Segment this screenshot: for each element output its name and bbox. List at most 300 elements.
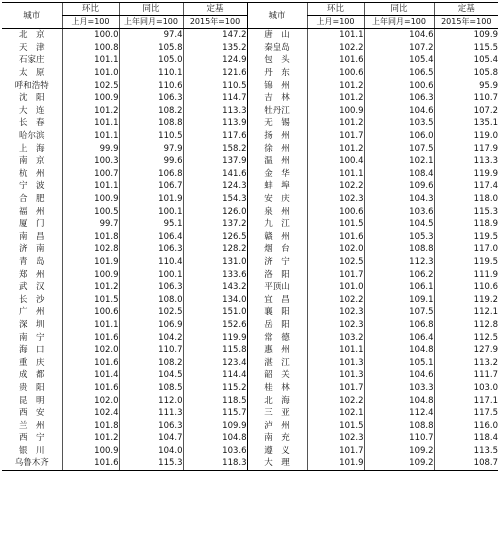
city-name-right: 九 江 bbox=[247, 218, 307, 231]
base-index-right: 117.9 bbox=[434, 142, 498, 155]
table-row bbox=[2, 205, 498, 218]
city-name-right: 湛 江 bbox=[247, 356, 307, 369]
mom-index-left: 101.8 bbox=[62, 231, 119, 244]
base-index-left: 158.2 bbox=[183, 142, 247, 155]
base-index-right: 115.5 bbox=[434, 42, 498, 55]
mom-index-left: 100.6 bbox=[62, 306, 119, 319]
city-name-left: 郑 州 bbox=[18, 269, 45, 280]
yoy-index-left: 105.8 bbox=[119, 42, 183, 55]
yoy-index-left: 110.6 bbox=[119, 79, 183, 92]
city-name-left: 乌鲁木齐 bbox=[2, 457, 62, 470]
yoy-index-left: 108.8 bbox=[119, 117, 183, 130]
city-name-left: 深 圳 bbox=[18, 319, 45, 330]
yoy-index-left: 108.0 bbox=[119, 293, 183, 306]
city-name-right: 赣 州 bbox=[247, 231, 307, 244]
base-index-right: 135.1 bbox=[434, 117, 498, 130]
city-name-right: 遵 义 bbox=[247, 445, 307, 458]
base-index-left: 117.6 bbox=[183, 130, 247, 143]
base-index-left: 134.0 bbox=[183, 293, 247, 306]
col-header-mom-left: 环比 bbox=[62, 3, 119, 16]
city-name-left: 杭 州 bbox=[18, 168, 45, 179]
yoy-index-right: 106.2 bbox=[364, 268, 434, 281]
table-row bbox=[2, 319, 498, 332]
base-index-left: 151.0 bbox=[183, 306, 247, 319]
city-name-left: 哈尔滨 bbox=[18, 131, 45, 142]
yoy-index-left: 110.1 bbox=[119, 67, 183, 80]
mom-index-left: 100.9 bbox=[62, 268, 119, 281]
base-index-left: 114.7 bbox=[183, 92, 247, 105]
city-name-left: 南 宁 bbox=[18, 332, 45, 343]
mom-index-right: 101.3 bbox=[307, 356, 364, 369]
base-index-right: 112.5 bbox=[434, 331, 498, 344]
city-name-right: 金 华 bbox=[247, 168, 307, 181]
table-row bbox=[2, 218, 498, 231]
mom-index-left: 99.9 bbox=[62, 142, 119, 155]
city-name-right: 丹 东 bbox=[247, 67, 307, 80]
city-name-right: 平顶山 bbox=[247, 281, 307, 294]
city-name-right: 秦皇岛 bbox=[247, 42, 307, 55]
yoy-index-right: 104.6 bbox=[364, 105, 434, 118]
mom-index-right: 102.2 bbox=[307, 394, 364, 407]
yoy-index-right: 108.8 bbox=[364, 419, 434, 432]
base-index-left: 123.4 bbox=[183, 356, 247, 369]
col-subheader-yoy-right: 上年同月=100 bbox=[364, 16, 434, 29]
city-name-left: 成 都 bbox=[18, 370, 45, 381]
city-name-right: 锦 州 bbox=[247, 79, 307, 92]
mom-index-right: 101.7 bbox=[307, 382, 364, 395]
mom-index-right: 101.0 bbox=[307, 281, 364, 294]
city-name-left: 沈 阳 bbox=[18, 93, 45, 104]
city-name-left: 石家庄 bbox=[18, 55, 45, 66]
mom-index-left: 100.9 bbox=[62, 92, 119, 105]
city-name-right: 韶 关 bbox=[247, 369, 307, 382]
city-name-right: 泸 州 bbox=[247, 419, 307, 432]
base-index-right: 117.5 bbox=[434, 407, 498, 420]
mom-index-right: 101.1 bbox=[307, 168, 364, 181]
mom-index-left: 102.0 bbox=[62, 394, 119, 407]
city-name-left: 长 春 bbox=[18, 118, 45, 129]
city-name-left: 厦 门 bbox=[18, 219, 45, 230]
table-row bbox=[2, 432, 498, 445]
mom-index-right: 102.2 bbox=[307, 293, 364, 306]
yoy-index-right: 104.6 bbox=[364, 369, 434, 382]
yoy-index-left: 106.7 bbox=[119, 180, 183, 193]
base-index-right: 117.4 bbox=[434, 180, 498, 193]
yoy-index-left: 102.5 bbox=[119, 306, 183, 319]
col-header-yoy-right: 同比 bbox=[364, 3, 434, 16]
base-index-left: 147.2 bbox=[183, 29, 247, 42]
mom-index-left: 100.5 bbox=[62, 205, 119, 218]
yoy-index-left: 106.3 bbox=[119, 92, 183, 105]
col-header-mom-right: 环比 bbox=[307, 3, 364, 16]
city-name-left: 长 沙 bbox=[18, 294, 45, 305]
city-name-right: 无 锡 bbox=[247, 117, 307, 130]
yoy-index-right: 103.5 bbox=[364, 117, 434, 130]
yoy-index-left: 110.5 bbox=[119, 130, 183, 143]
city-name-right: 牡丹江 bbox=[247, 105, 307, 118]
city-name-right: 温 州 bbox=[247, 155, 307, 168]
base-index-right: 117.1 bbox=[434, 394, 498, 407]
yoy-index-right: 107.5 bbox=[364, 142, 434, 155]
yoy-index-left: 112.0 bbox=[119, 394, 183, 407]
base-index-left: 115.8 bbox=[183, 344, 247, 357]
table-row bbox=[2, 92, 498, 105]
table-row bbox=[2, 293, 498, 306]
col-subheader-yoy-left: 上年同月=100 bbox=[119, 16, 183, 29]
table-row bbox=[2, 256, 498, 269]
mom-index-right: 100.6 bbox=[307, 67, 364, 80]
mom-index-left: 100.0 bbox=[62, 29, 119, 42]
yoy-index-left: 106.3 bbox=[119, 243, 183, 256]
city-name-right: 襄 阳 bbox=[247, 306, 307, 319]
yoy-index-left: 104.2 bbox=[119, 331, 183, 344]
base-index-right: 111.9 bbox=[434, 268, 498, 281]
base-index-right: 110.6 bbox=[434, 281, 498, 294]
base-index-right: 118.9 bbox=[434, 218, 498, 231]
city-name-right: 包 头 bbox=[247, 54, 307, 67]
mom-index-left: 101.1 bbox=[62, 117, 119, 130]
base-index-left: 113.3 bbox=[183, 105, 247, 118]
mom-index-right: 101.7 bbox=[307, 268, 364, 281]
base-index-left: 119.9 bbox=[183, 331, 247, 344]
mom-index-left: 101.6 bbox=[62, 457, 119, 470]
table-row bbox=[2, 394, 498, 407]
base-index-right: 107.2 bbox=[434, 105, 498, 118]
city-name-right: 唐 山 bbox=[247, 29, 307, 42]
base-index-left: 110.5 bbox=[183, 79, 247, 92]
city-name-right: 桂 林 bbox=[247, 382, 307, 395]
mom-index-right: 103.2 bbox=[307, 331, 364, 344]
base-index-left: 137.2 bbox=[183, 218, 247, 231]
yoy-index-left: 110.4 bbox=[119, 256, 183, 269]
city-name-left: 呼和浩特 bbox=[14, 80, 49, 91]
yoy-index-right: 106.1 bbox=[364, 281, 434, 294]
yoy-index-right: 108.4 bbox=[364, 168, 434, 181]
city-name-right: 常 德 bbox=[247, 331, 307, 344]
yoy-index-right: 107.2 bbox=[364, 42, 434, 55]
yoy-index-right: 102.1 bbox=[364, 155, 434, 168]
base-index-right: 113.5 bbox=[434, 445, 498, 458]
base-index-right: 105.8 bbox=[434, 67, 498, 80]
city-name-left: 南 京 bbox=[18, 156, 45, 167]
col-subheader-base-left: 2015年=100 bbox=[183, 16, 247, 29]
mom-index-left: 99.7 bbox=[62, 218, 119, 231]
city-name-left: 银 川 bbox=[18, 445, 45, 456]
table-row bbox=[2, 168, 498, 181]
table-row bbox=[2, 382, 498, 395]
base-index-left: 131.0 bbox=[183, 256, 247, 269]
mom-index-left: 100.9 bbox=[62, 193, 119, 206]
city-name-right: 吉 林 bbox=[247, 92, 307, 105]
mom-index-right: 102.3 bbox=[307, 432, 364, 445]
base-index-right: 108.7 bbox=[434, 457, 498, 470]
city-name-left: 武 汉 bbox=[18, 282, 45, 293]
mom-index-left: 101.9 bbox=[62, 256, 119, 269]
city-name-left: 西 宁 bbox=[18, 433, 45, 444]
city-name-left: 福 州 bbox=[18, 206, 45, 217]
city-name-right: 烟 台 bbox=[247, 243, 307, 256]
yoy-index-right: 106.0 bbox=[364, 130, 434, 143]
base-index-right: 113.3 bbox=[434, 155, 498, 168]
mom-index-right: 102.3 bbox=[307, 193, 364, 206]
base-index-left: 152.6 bbox=[183, 319, 247, 332]
yoy-index-left: 108.2 bbox=[119, 105, 183, 118]
col-header-city-right: 城市 bbox=[247, 3, 307, 29]
table-row bbox=[2, 445, 498, 458]
yoy-index-right: 112.4 bbox=[364, 407, 434, 420]
table-row bbox=[2, 67, 498, 80]
base-index-right: 127.9 bbox=[434, 344, 498, 357]
base-index-left: 126.0 bbox=[183, 205, 247, 218]
table-row bbox=[2, 105, 498, 118]
mom-index-left: 102.5 bbox=[62, 79, 119, 92]
base-index-left: 121.6 bbox=[183, 67, 247, 80]
yoy-index-right: 106.3 bbox=[364, 92, 434, 105]
yoy-index-right: 106.8 bbox=[364, 319, 434, 332]
mom-index-left: 101.5 bbox=[62, 293, 119, 306]
yoy-index-left: 101.9 bbox=[119, 193, 183, 206]
city-name-left: 济 南 bbox=[18, 244, 45, 255]
city-name-right: 泉 州 bbox=[247, 205, 307, 218]
base-index-right: 116.0 bbox=[434, 419, 498, 432]
city-name-left: 贵 阳 bbox=[18, 382, 45, 393]
mom-index-right: 101.5 bbox=[307, 419, 364, 432]
city-name-right: 蚌 埠 bbox=[247, 180, 307, 193]
yoy-index-left: 99.6 bbox=[119, 155, 183, 168]
table-row bbox=[2, 419, 498, 432]
yoy-index-right: 109.6 bbox=[364, 180, 434, 193]
table-row bbox=[2, 268, 498, 281]
yoy-index-left: 100.1 bbox=[119, 205, 183, 218]
base-index-right: 109.9 bbox=[434, 29, 498, 42]
mom-index-left: 101.6 bbox=[62, 356, 119, 369]
price-index-table-container bbox=[2, 2, 498, 471]
col-header-base-left: 定基 bbox=[183, 3, 247, 16]
base-index-right: 119.0 bbox=[434, 130, 498, 143]
city-name-right: 徐 州 bbox=[247, 142, 307, 155]
yoy-index-right: 104.8 bbox=[364, 344, 434, 357]
table-row bbox=[2, 306, 498, 319]
yoy-index-right: 104.5 bbox=[364, 218, 434, 231]
city-name-right: 扬 州 bbox=[247, 130, 307, 143]
yoy-index-right: 103.6 bbox=[364, 205, 434, 218]
yoy-index-right: 107.5 bbox=[364, 306, 434, 319]
price-index-table bbox=[2, 2, 498, 471]
col-header-city-left: 城市 bbox=[2, 3, 62, 29]
yoy-index-right: 100.6 bbox=[364, 79, 434, 92]
mom-index-right: 101.2 bbox=[307, 142, 364, 155]
table-row bbox=[2, 369, 498, 382]
base-index-right: 105.4 bbox=[434, 54, 498, 67]
base-index-left: 141.6 bbox=[183, 168, 247, 181]
mom-index-left: 102.0 bbox=[62, 344, 119, 357]
table-row bbox=[2, 281, 498, 294]
yoy-index-right: 106.4 bbox=[364, 331, 434, 344]
mom-index-left: 101.2 bbox=[62, 105, 119, 118]
table-row bbox=[2, 79, 498, 92]
city-name-left: 北 京 bbox=[18, 30, 45, 41]
mom-index-right: 101.6 bbox=[307, 231, 364, 244]
mom-index-left: 101.1 bbox=[62, 180, 119, 193]
mom-index-right: 101.1 bbox=[307, 344, 364, 357]
mom-index-right: 100.4 bbox=[307, 155, 364, 168]
yoy-index-right: 103.3 bbox=[364, 382, 434, 395]
mom-index-left: 101.1 bbox=[62, 319, 119, 332]
yoy-index-left: 110.7 bbox=[119, 344, 183, 357]
base-index-left: 154.3 bbox=[183, 193, 247, 206]
base-index-left: 104.8 bbox=[183, 432, 247, 445]
mom-index-right: 101.1 bbox=[307, 29, 364, 42]
mom-index-left: 101.2 bbox=[62, 432, 119, 445]
table-row bbox=[2, 407, 498, 420]
base-index-left: 133.6 bbox=[183, 268, 247, 281]
mom-index-right: 101.9 bbox=[307, 457, 364, 470]
table-row bbox=[2, 180, 498, 193]
yoy-index-right: 109.2 bbox=[364, 445, 434, 458]
base-index-right: 112.1 bbox=[434, 306, 498, 319]
yoy-index-left: 97.9 bbox=[119, 142, 183, 155]
base-index-right: 119.5 bbox=[434, 256, 498, 269]
mom-index-right: 100.9 bbox=[307, 105, 364, 118]
mom-index-right: 102.2 bbox=[307, 180, 364, 193]
mom-index-right: 102.1 bbox=[307, 407, 364, 420]
base-index-left: 113.9 bbox=[183, 117, 247, 130]
yoy-index-left: 111.3 bbox=[119, 407, 183, 420]
yoy-index-right: 104.3 bbox=[364, 193, 434, 206]
yoy-index-right: 106.5 bbox=[364, 67, 434, 80]
yoy-index-left: 100.1 bbox=[119, 268, 183, 281]
city-name-left: 海 口 bbox=[18, 345, 45, 356]
city-name-left: 大 连 bbox=[18, 105, 45, 116]
city-name-left: 天 津 bbox=[18, 42, 45, 53]
table-row bbox=[2, 142, 498, 155]
base-index-right: 110.7 bbox=[434, 92, 498, 105]
city-name-left: 兰 州 bbox=[18, 420, 45, 431]
mom-index-left: 101.0 bbox=[62, 67, 119, 80]
table-row bbox=[2, 155, 498, 168]
yoy-index-left: 105.0 bbox=[119, 54, 183, 67]
base-index-left: 114.4 bbox=[183, 369, 247, 382]
base-index-right: 119.5 bbox=[434, 231, 498, 244]
yoy-index-right: 112.3 bbox=[364, 256, 434, 269]
table-row bbox=[2, 42, 498, 55]
table-row bbox=[2, 117, 498, 130]
city-name-right: 济 宁 bbox=[247, 256, 307, 269]
city-name-left: 上 海 bbox=[18, 143, 45, 154]
base-index-left: 124.9 bbox=[183, 54, 247, 67]
mom-index-right: 101.6 bbox=[307, 54, 364, 67]
base-index-left: 143.2 bbox=[183, 281, 247, 294]
city-name-left: 宁 波 bbox=[18, 181, 45, 192]
city-name-left: 太 原 bbox=[18, 68, 45, 79]
base-index-left: 128.2 bbox=[183, 243, 247, 256]
table-header bbox=[2, 3, 498, 29]
city-name-right: 北 海 bbox=[247, 394, 307, 407]
city-name-left: 青 岛 bbox=[18, 256, 45, 267]
base-index-left: 103.6 bbox=[183, 445, 247, 458]
table-row bbox=[2, 54, 498, 67]
col-header-yoy-left: 同比 bbox=[119, 3, 183, 16]
city-name-right: 南 充 bbox=[247, 432, 307, 445]
mom-index-right: 102.3 bbox=[307, 319, 364, 332]
mom-index-left: 101.2 bbox=[62, 281, 119, 294]
table-row bbox=[2, 344, 498, 357]
table-row bbox=[2, 243, 498, 256]
city-name-right: 惠 州 bbox=[247, 344, 307, 357]
base-index-right: 113.2 bbox=[434, 356, 498, 369]
mom-index-left: 100.9 bbox=[62, 445, 119, 458]
base-index-left: 115.7 bbox=[183, 407, 247, 420]
table-row bbox=[2, 130, 498, 143]
city-name-right: 三 亚 bbox=[247, 407, 307, 420]
base-index-right: 119.9 bbox=[434, 168, 498, 181]
yoy-index-left: 95.1 bbox=[119, 218, 183, 231]
yoy-index-right: 109.1 bbox=[364, 293, 434, 306]
base-index-right: 117.0 bbox=[434, 243, 498, 256]
mom-index-right: 101.7 bbox=[307, 445, 364, 458]
yoy-index-right: 104.6 bbox=[364, 29, 434, 42]
mom-index-left: 101.8 bbox=[62, 419, 119, 432]
city-name-left: 昆 明 bbox=[18, 395, 45, 406]
city-name-left: 合 肥 bbox=[18, 194, 45, 205]
mom-index-left: 101.6 bbox=[62, 382, 119, 395]
mom-index-left: 100.8 bbox=[62, 42, 119, 55]
mom-index-left: 101.1 bbox=[62, 54, 119, 67]
base-index-right: 115.3 bbox=[434, 205, 498, 218]
base-index-left: 115.2 bbox=[183, 382, 247, 395]
yoy-index-right: 104.8 bbox=[364, 394, 434, 407]
base-index-right: 111.7 bbox=[434, 369, 498, 382]
city-name-right: 大 理 bbox=[247, 457, 307, 470]
yoy-index-left: 106.9 bbox=[119, 319, 183, 332]
yoy-index-left: 115.3 bbox=[119, 457, 183, 470]
mom-index-right: 102.2 bbox=[307, 42, 364, 55]
city-name-left: 广 州 bbox=[18, 307, 45, 318]
yoy-index-left: 104.5 bbox=[119, 369, 183, 382]
table-body bbox=[2, 29, 498, 471]
base-index-right: 118.0 bbox=[434, 193, 498, 206]
mom-index-left: 100.3 bbox=[62, 155, 119, 168]
base-index-left: 109.9 bbox=[183, 419, 247, 432]
mom-index-right: 102.0 bbox=[307, 243, 364, 256]
table-row bbox=[2, 29, 498, 42]
yoy-index-right: 110.7 bbox=[364, 432, 434, 445]
base-index-left: 126.5 bbox=[183, 231, 247, 244]
base-index-left: 137.9 bbox=[183, 155, 247, 168]
yoy-index-left: 106.3 bbox=[119, 281, 183, 294]
base-index-right: 119.2 bbox=[434, 293, 498, 306]
col-subheader-mom-right: 上月=100 bbox=[307, 16, 364, 29]
mom-index-right: 101.7 bbox=[307, 130, 364, 143]
yoy-index-right: 109.2 bbox=[364, 457, 434, 470]
table-row bbox=[2, 356, 498, 369]
yoy-index-right: 105.3 bbox=[364, 231, 434, 244]
mom-index-left: 102.8 bbox=[62, 243, 119, 256]
col-subheader-base-right: 2015年=100 bbox=[434, 16, 498, 29]
city-name-right: 洛 阳 bbox=[247, 268, 307, 281]
city-name-right: 岳 阳 bbox=[247, 319, 307, 332]
mom-index-right: 100.6 bbox=[307, 205, 364, 218]
col-subheader-mom-left: 上月=100 bbox=[62, 16, 119, 29]
base-index-left: 135.2 bbox=[183, 42, 247, 55]
city-name-right: 安 庆 bbox=[247, 193, 307, 206]
table-row bbox=[2, 231, 498, 244]
base-index-right: 95.9 bbox=[434, 79, 498, 92]
table-row bbox=[2, 457, 498, 470]
base-index-right: 103.0 bbox=[434, 382, 498, 395]
mom-index-left: 101.6 bbox=[62, 331, 119, 344]
base-index-right: 112.8 bbox=[434, 319, 498, 332]
